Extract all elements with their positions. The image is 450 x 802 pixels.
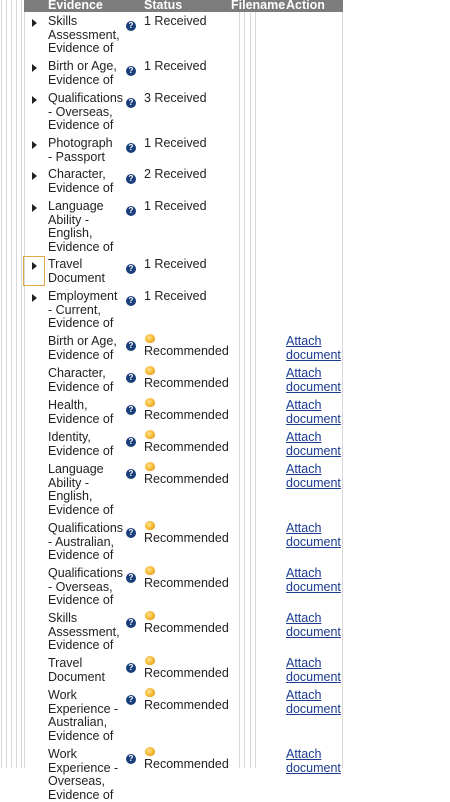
- recommended-icon: [145, 611, 155, 620]
- recommended-label: Recommended: [144, 344, 229, 358]
- help-icon[interactable]: ?: [126, 469, 136, 479]
- status-column-header: Status: [144, 0, 183, 12]
- help-icon[interactable]: ?: [126, 143, 136, 153]
- expand-row-toggle[interactable]: [24, 59, 44, 87]
- evidence-name: Birth or Age, Evidence of: [48, 59, 117, 87]
- expand-row-toggle[interactable]: [24, 136, 44, 164]
- recommended-label: Recommended: [144, 472, 229, 486]
- recommended-label: Recommended: [144, 621, 229, 635]
- help-icon[interactable]: ?: [126, 341, 136, 351]
- expand-row-toggle[interactable]: [24, 199, 44, 227]
- received-status: 3 Received: [144, 91, 207, 105]
- attach-document-link[interactable]: Attach document: [286, 430, 341, 458]
- evidence-name: Work Experience - Australian, Evidence of: [48, 688, 119, 743]
- recommended-status: [144, 688, 229, 712]
- recommended-label: Recommended: [144, 757, 229, 771]
- attach-document-link[interactable]: Attach document: [286, 521, 341, 549]
- recommended-status: [144, 334, 229, 358]
- recommended-status: [144, 747, 229, 771]
- expand-row-toggle[interactable]: [24, 14, 44, 42]
- help-icon[interactable]: ?: [126, 663, 136, 673]
- evidence-column-header: Evidence: [48, 0, 103, 12]
- table-header: [24, 0, 343, 12]
- filename-column-header: Filename: [231, 0, 286, 12]
- received-status: 1 Received: [144, 289, 207, 303]
- evidence-name: Character, Evidence of: [48, 366, 114, 394]
- recommended-label: Recommended: [144, 376, 229, 390]
- expand-row-toggle[interactable]: [24, 289, 44, 317]
- recommended-icon: [145, 566, 155, 575]
- evidence-name: Qualifications - Overseas, Evidence of: [48, 566, 124, 607]
- evidence-name: Photograph - Passport: [48, 136, 113, 164]
- recommended-icon: [145, 656, 155, 665]
- evidence-name: Work Experience - Overseas, Evidence of: [48, 747, 119, 802]
- expand-row-toggle[interactable]: [24, 167, 44, 195]
- help-icon[interactable]: ?: [126, 528, 136, 538]
- help-icon[interactable]: ?: [126, 206, 136, 216]
- recommended-icon: [145, 747, 155, 756]
- help-icon[interactable]: ?: [126, 21, 136, 31]
- attach-document-link[interactable]: Attach document: [286, 566, 341, 594]
- received-status: 1 Received: [144, 14, 207, 28]
- received-status: 1 Received: [144, 199, 207, 213]
- recommended-label: Recommended: [144, 698, 229, 712]
- expand-triangle-icon: [32, 64, 37, 72]
- recommended-icon: [145, 334, 155, 343]
- expand-triangle-icon: [32, 294, 37, 302]
- evidence-name: Skills Assessment, Evidence of: [48, 14, 120, 55]
- recommended-label: Recommended: [144, 576, 229, 590]
- recommended-status: [144, 521, 229, 545]
- attach-document-link[interactable]: Attach document: [286, 688, 341, 716]
- help-icon[interactable]: ?: [126, 66, 136, 76]
- recommended-status: [144, 366, 229, 390]
- received-status: 1 Received: [144, 257, 207, 271]
- recommended-label: Recommended: [144, 531, 229, 545]
- help-icon[interactable]: ?: [126, 373, 136, 383]
- evidence-name: Language Ability - English, Evidence of: [48, 199, 114, 254]
- expand-triangle-icon: [32, 204, 37, 212]
- help-icon[interactable]: ?: [126, 405, 136, 415]
- evidence-name: Qualifications - Overseas, Evidence of: [48, 91, 124, 132]
- evidence-name: Birth or Age, Evidence of: [48, 334, 117, 362]
- received-status: 1 Received: [144, 59, 207, 73]
- evidence-name: Health, Evidence of: [48, 398, 114, 426]
- help-icon[interactable]: ?: [126, 695, 136, 705]
- received-status: 2 Received: [144, 167, 207, 181]
- attach-document-link[interactable]: Attach document: [286, 462, 341, 490]
- expand-triangle-icon: [32, 172, 37, 180]
- evidence-name: Qualifications - Australian, Evidence of: [48, 521, 124, 562]
- recommended-status: [144, 398, 229, 422]
- recommended-status: [144, 656, 229, 680]
- evidence-name: Travel Document: [48, 257, 105, 285]
- evidence-name: Employment - Current, Evidence of: [48, 289, 118, 330]
- attach-document-link[interactable]: Attach document: [286, 334, 341, 362]
- expand-row-toggle[interactable]: [24, 257, 44, 285]
- recommended-status: [144, 430, 229, 454]
- evidence-table: [24, 0, 343, 802]
- evidence-name: Skills Assessment, Evidence of: [48, 611, 120, 652]
- evidence-name: Identity, Evidence of: [48, 430, 114, 458]
- recommended-icon: [145, 688, 155, 697]
- help-icon[interactable]: ?: [126, 618, 136, 628]
- help-icon[interactable]: ?: [126, 98, 136, 108]
- attach-document-link[interactable]: Attach document: [286, 398, 341, 426]
- recommended-icon: [145, 398, 155, 407]
- help-icon[interactable]: ?: [126, 174, 136, 184]
- attach-document-link[interactable]: Attach document: [286, 611, 341, 639]
- attach-document-link[interactable]: Attach document: [286, 656, 341, 684]
- expand-triangle-icon: [32, 19, 37, 27]
- attach-document-link[interactable]: Attach document: [286, 366, 341, 394]
- help-icon[interactable]: ?: [126, 264, 136, 274]
- received-status: 1 Received: [144, 136, 207, 150]
- page-left-border: [0, 0, 24, 768]
- recommended-status: [144, 611, 229, 635]
- evidence-name: Language Ability - English, Evidence of: [48, 462, 114, 517]
- help-icon[interactable]: ?: [126, 437, 136, 447]
- help-icon[interactable]: ?: [126, 573, 136, 583]
- evidence-name: Character, Evidence of: [48, 167, 114, 195]
- expand-triangle-icon: [32, 141, 37, 149]
- expand-triangle-icon: [32, 262, 37, 270]
- help-icon[interactable]: ?: [126, 754, 136, 764]
- recommended-icon: [145, 430, 155, 439]
- recommended-icon: [145, 462, 155, 471]
- recommended-icon: [145, 521, 155, 530]
- attach-document-link[interactable]: Attach document: [286, 747, 341, 775]
- action-column-header: Action: [286, 0, 325, 12]
- recommended-status: [144, 462, 229, 486]
- recommended-label: Recommended: [144, 440, 229, 454]
- recommended-label: Recommended: [144, 408, 229, 422]
- expand-row-toggle[interactable]: [24, 91, 44, 119]
- help-icon[interactable]: ?: [126, 296, 136, 306]
- evidence-name: Travel Document: [48, 656, 105, 684]
- expand-triangle-icon: [32, 96, 37, 104]
- recommended-label: Recommended: [144, 666, 229, 680]
- recommended-status: [144, 566, 229, 590]
- recommended-icon: [145, 366, 155, 375]
